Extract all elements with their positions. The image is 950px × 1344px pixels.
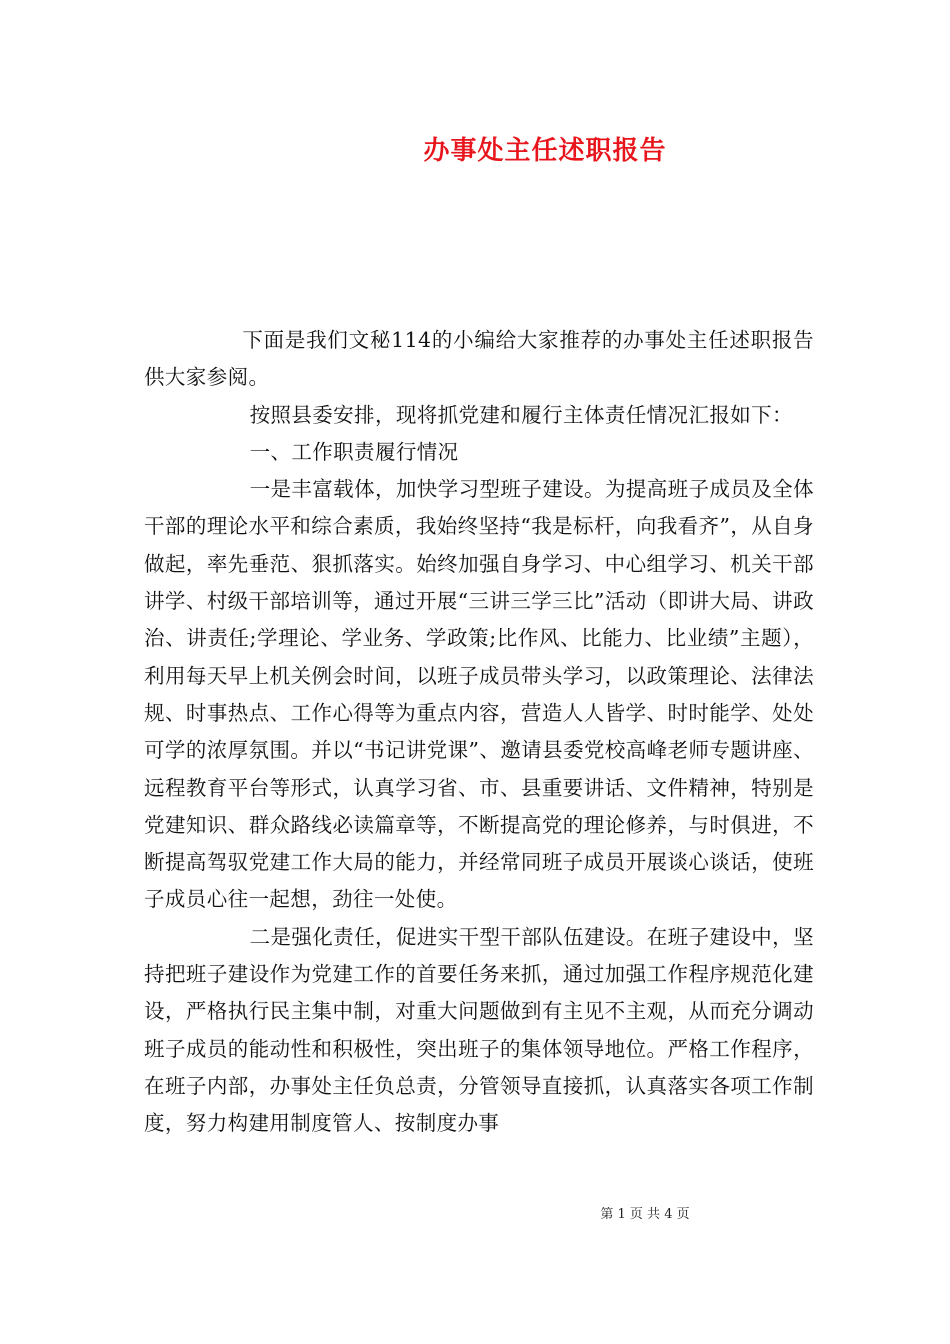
intro-paragraph: 下面是我们文秘114的小编给大家推荐的办事处主任述职报告供大家参阅。 bbox=[144, 328, 814, 390]
document-title: 办事处主任述职报告 bbox=[423, 136, 667, 166]
body-paragraph: 一是丰富载体，加快学习型班子建设。为提高班子成员及全体干部的理论水平和综合素质，我始终坚持“我是标杆，向我看齐”，从自身做起，率先垂范、狠抓落实。始终加强自身学习、中心组学习、机关干部讲学、村级干部培训等，通过开展“三讲三学三比”活动（即讲大局、讲政治、讲责任;学理论、学业务、学政策;比作风、比能力、比业绩”主题），利用每天早上机关例会时间，以班子成员带头学习，以政策理论、法律法规、时事热点、工作心得等为重点内容，营造人人皆学、时时能学、处处可学的浓厚氛围。并以“书记讲党课”、邀请县委党校高峰老师专题讲座、远程教育平台等形式，认真学习省、市、县重要讲话、文件精神，特别是党建知识、群众路线必读篇章等，不断提高党的理论修养，与时俱进，不断提高驾驭党建工作大局的能力，并经常同班子成员开展谈心谈话，使班子成员心往一起想，劲往一处使。 bbox=[144, 477, 814, 912]
report-lead-paragraph: 按照县委安排，现将抓党建和履行主体责任情况汇报如下： bbox=[249, 402, 793, 427]
page-number: 第 1 页 共 4 页 bbox=[600, 1207, 690, 1222]
section-heading: 一、工作职责履行情况 bbox=[249, 439, 459, 464]
document-body bbox=[144, 322, 814, 1143]
body-paragraph: 二是强化责任，促进实干型干部队伍建设。在班子建设中，坚持把班子建设作为党建工作的首要任务来抓，通过加强工作程序规范化建设，严格执行民主集中制，对重大问题做到有主见不主观，从而充分调动班子成员的能动性和积极性，突出班子的集体领导地位。严格工作程序，在班子内部，办事处主任负总责，分管领导直接抓，认真落实各项工作制度，努力构建用制度管人、按制度办事 bbox=[144, 924, 814, 1136]
